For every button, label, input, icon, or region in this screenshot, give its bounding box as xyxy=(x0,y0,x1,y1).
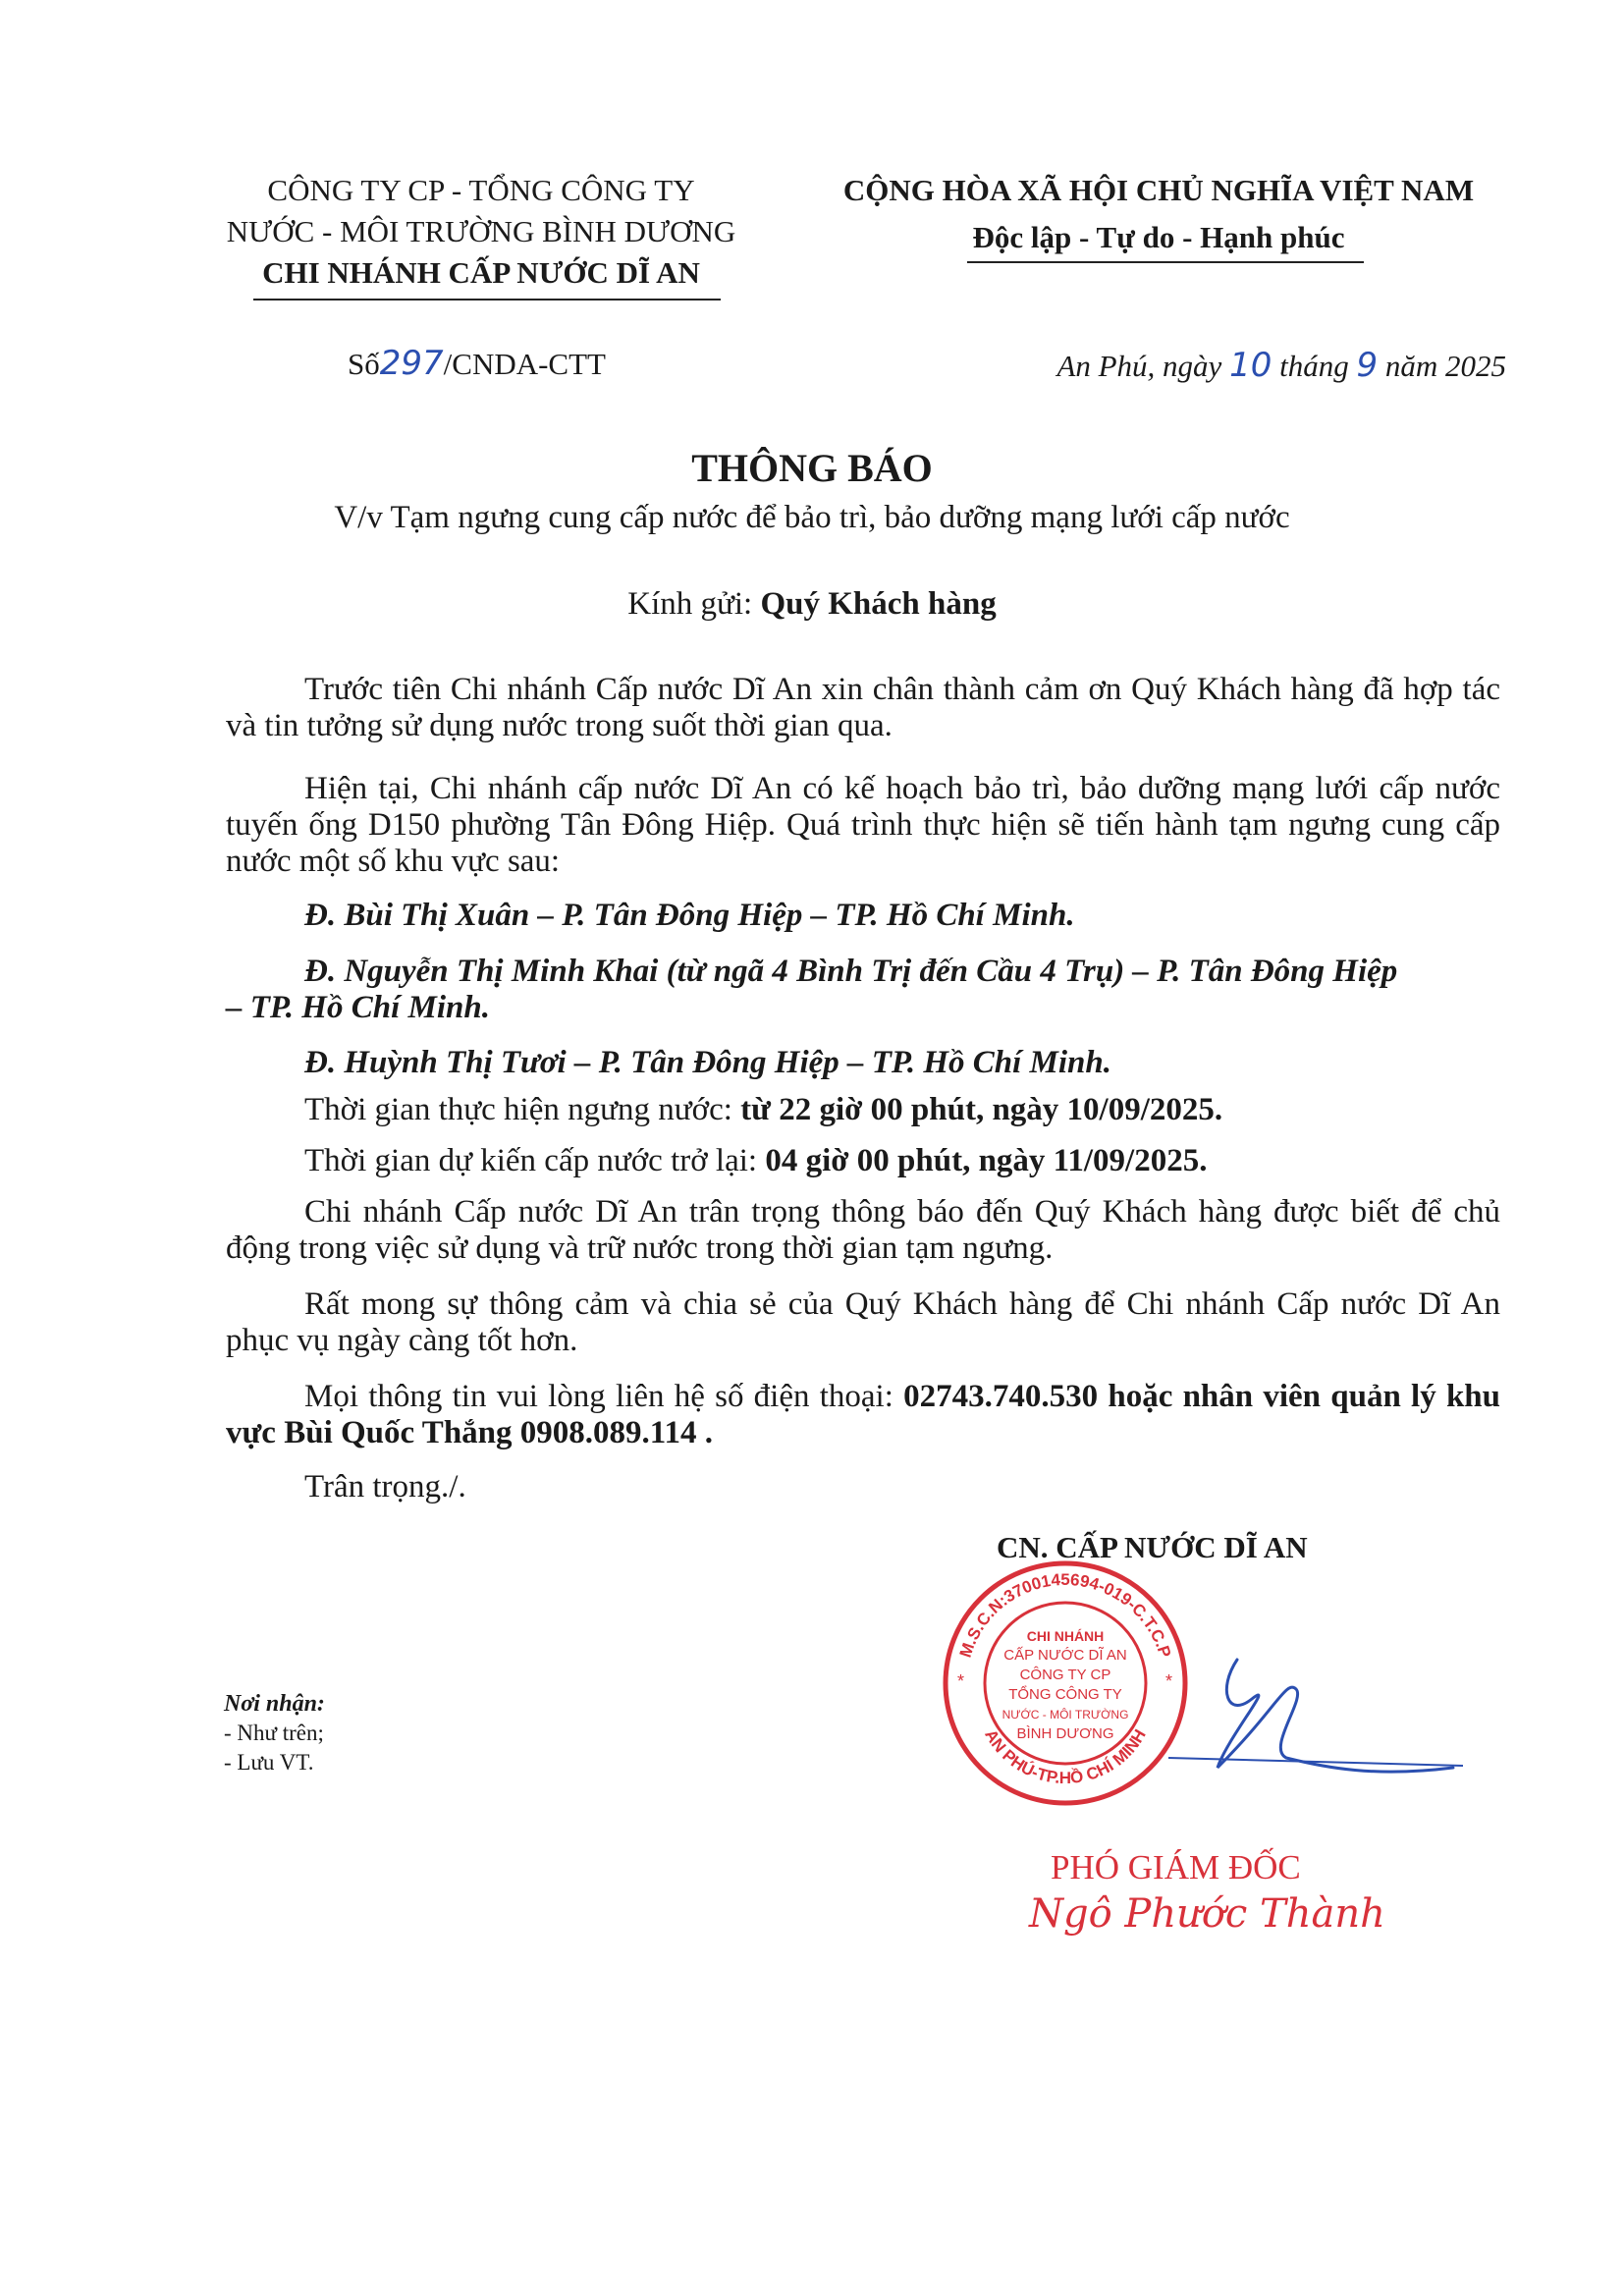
stamp-line4: TỔNG CÔNG TY xyxy=(1008,1686,1122,1703)
company-name-line1: CÔNG TY CP - TỔNG CÔNG TY xyxy=(267,173,695,207)
resume-time xyxy=(304,1143,1207,1179)
signature-scribble xyxy=(1159,1620,1473,1807)
stop-time xyxy=(304,1092,1222,1128)
document-number xyxy=(348,344,606,384)
branch-underline xyxy=(253,299,721,301)
affected-area-1: Đ. Bùi Thị Xuân – P. Tân Đông Hiệp – TP. Hồ Chí Minh. xyxy=(304,898,1075,933)
doc-number-handwritten: 297 xyxy=(379,344,444,383)
contact-label: Mọi thông tin vui lòng liên hệ số điện thoại: xyxy=(304,1379,904,1414)
paragraph-thanks-text: Trước tiên Chi nhánh Cấp nước Dĩ An xin chân thành cảm ơn Quý Khách hàng đã hợp tác và tin tưởng sử dụng nước trong suốt thời gian qua. xyxy=(226,672,1500,743)
affected-area-3: Đ. Huỳnh Thị Tươi – P. Tân Đông Hiệp – TP. Hồ Chí Minh. xyxy=(304,1045,1112,1080)
stamp-bottom-text: AN PHÚ-TP.HỒ CHÍ MINH xyxy=(981,1725,1150,1788)
paragraph-contact xyxy=(226,1379,1500,1451)
signer-title: PHÓ GIÁM ĐỐC xyxy=(1051,1848,1301,1886)
date-day: 10 xyxy=(1229,346,1272,385)
paragraph-notice-text: Chi nhánh Cấp nước Dĩ An trân trọng thông báo đến Quý Khách hàng được biết để chủ động trong việc sử dụng và trữ nước trong thời gian tạm ngưng. xyxy=(226,1194,1500,1266)
paragraph-plan-text: Hiện tại, Chi nhánh cấp nước Dĩ An có kế hoạch bảo trì, bảo dưỡng mạng lưới cấp nước tuyến ống D150 phường Tân Đông Hiệp. Quá trình thực hiện sẽ tiến hành tạm ngưng cung cấp nước một số khu vực sau: xyxy=(226,771,1500,879)
greeting xyxy=(0,583,1624,625)
stamp-line3: CÔNG TY CP xyxy=(1019,1667,1111,1683)
stamp-line6: BÌNH DƯƠNG xyxy=(1016,1725,1114,1742)
paragraph-sympathy xyxy=(226,1286,1500,1359)
date-month: 9 xyxy=(1356,346,1379,385)
paragraph-sympathy-text: Rất mong sự thông cảm và chia sẻ của Quý Khách hàng để Chi nhánh Cấp nước Dĩ An phục vụ ngày càng tốt hơn. xyxy=(226,1286,1500,1358)
national-motto: Độc lập - Tự do - Hạnh phúc xyxy=(972,220,1345,254)
document-date xyxy=(1056,346,1506,386)
date-month-label: tháng xyxy=(1279,349,1349,383)
paragraph-thanks xyxy=(226,672,1500,744)
recipient-item: - Như trên; xyxy=(224,1721,324,1745)
contact-value: 02743.740.530 hoặc nhân viên quản lý khu vực Bùi Quốc Thắng 0908.089.114 . xyxy=(226,1379,1501,1450)
doc-number-prefix: Số xyxy=(348,347,380,381)
paragraph-plan xyxy=(226,771,1500,880)
affected-area-2-line1: Đ. Nguyễn Thị Minh Khai (từ ngã 4 Bình Trị đến Cầu 4 Trụ) – P. Tân Đông Hiệp xyxy=(304,954,1398,989)
resume-time-value: 04 giờ 00 phút, ngày 11/09/2025. xyxy=(765,1143,1208,1178)
stamp-star-right: * xyxy=(1165,1671,1173,1691)
affected-area-2-line2: – TP. Hồ Chí Minh. xyxy=(226,990,490,1025)
signer-name: Ngô Phước Thành xyxy=(1029,1891,1385,1937)
document-title: THÔNG BÁO xyxy=(691,446,933,490)
resume-time-label: Thời gian dự kiến cấp nước trở lại: xyxy=(304,1143,766,1178)
official-stamp xyxy=(938,1556,1193,1811)
date-place: An Phú, ngày xyxy=(1056,349,1222,383)
paragraph-notice xyxy=(226,1194,1500,1267)
greeting-label: Kính gửi: xyxy=(627,586,761,622)
recipient-item: - Lưu VT. xyxy=(224,1750,314,1775)
date-year: năm 2025 xyxy=(1384,349,1506,383)
stamp-line2: CẤP NƯỚC DĨ AN xyxy=(1003,1647,1127,1664)
branch-name: CHI NHÁNH CẤP NƯỚC DĨ AN xyxy=(262,255,700,290)
recipients-title: Nơi nhận: xyxy=(224,1691,325,1717)
stamp-line1: CHI NHÁNH xyxy=(1026,1628,1105,1644)
signature-org: CN. CẤP NƯỚC DĨ AN xyxy=(997,1530,1308,1564)
document-subject: V/v Tạm ngưng cung cấp nước để bảo trì, bảo dưỡng mạng lưới cấp nước xyxy=(334,500,1290,535)
stamp-line5: NƯỚC - MÔI TRƯỜNG xyxy=(1001,1708,1129,1722)
greeting-recipient: Quý Khách hàng xyxy=(760,586,997,622)
stamp-star-left: * xyxy=(957,1671,965,1691)
stop-time-value: từ 22 giờ 00 phút, ngày 10/09/2025. xyxy=(740,1092,1223,1127)
closing: Trân trọng./. xyxy=(304,1469,466,1504)
stamp-ring-text: M.S.C.N:3700145694-019-C.T.C.P xyxy=(955,1570,1175,1661)
company-name-line2: NƯỚC - MÔI TRƯỜNG BÌNH DƯƠNG xyxy=(226,214,736,248)
stop-time-label: Thời gian thực hiện ngưng nước: xyxy=(304,1092,741,1127)
doc-number-suffix: /CNDA-CTT xyxy=(443,347,606,381)
national-title: CỘNG HÒA XÃ HỘI CHỦ NGHĨA VIỆT NAM xyxy=(842,173,1475,207)
motto-underline xyxy=(967,261,1364,263)
